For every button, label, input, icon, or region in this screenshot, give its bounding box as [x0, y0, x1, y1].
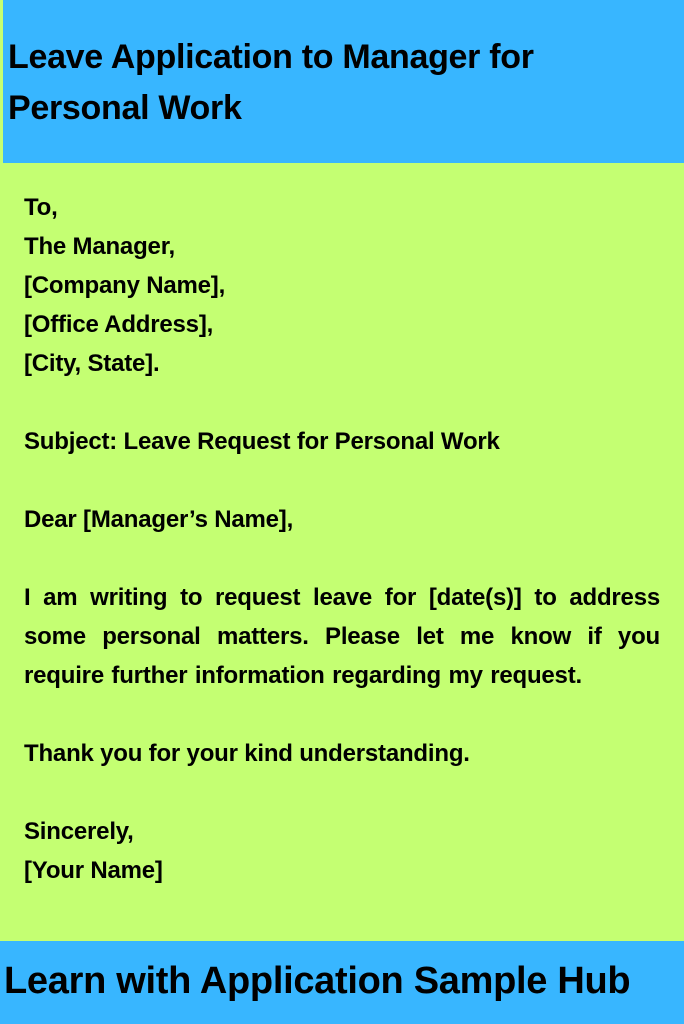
spacer	[24, 383, 660, 422]
greeting: Dear [Manager’s Name],	[24, 506, 294, 533]
thanks-line: Thank you for your kind understanding.	[24, 740, 470, 767]
header-banner	[3, 0, 684, 163]
body-paragraph: I am writing to request leave for [date(s)] to address some personal matters. Please let me know if you require further information regarding my request.	[24, 584, 660, 689]
spacer	[24, 539, 660, 578]
footer-banner	[0, 941, 684, 1024]
letter-content	[24, 188, 660, 890]
footer-text: Learn with Application Sample Hub	[4, 960, 631, 1002]
spacer	[24, 461, 660, 500]
company-name: [Company Name],	[24, 272, 226, 299]
recipient-title: The Manager,	[24, 233, 175, 260]
office-address: [Office Address],	[24, 311, 214, 338]
subject-line: Subject: Leave Request for Personal Work	[24, 428, 500, 455]
city-state: [City, State].	[24, 350, 160, 377]
spacer	[24, 695, 660, 734]
salutation-to: To,	[24, 194, 58, 221]
page-title: Leave Application to Manager for Personal Work	[8, 38, 534, 127]
closing: Sincerely,	[24, 818, 134, 845]
spacer	[24, 773, 660, 812]
signature: [Your Name]	[24, 857, 163, 884]
